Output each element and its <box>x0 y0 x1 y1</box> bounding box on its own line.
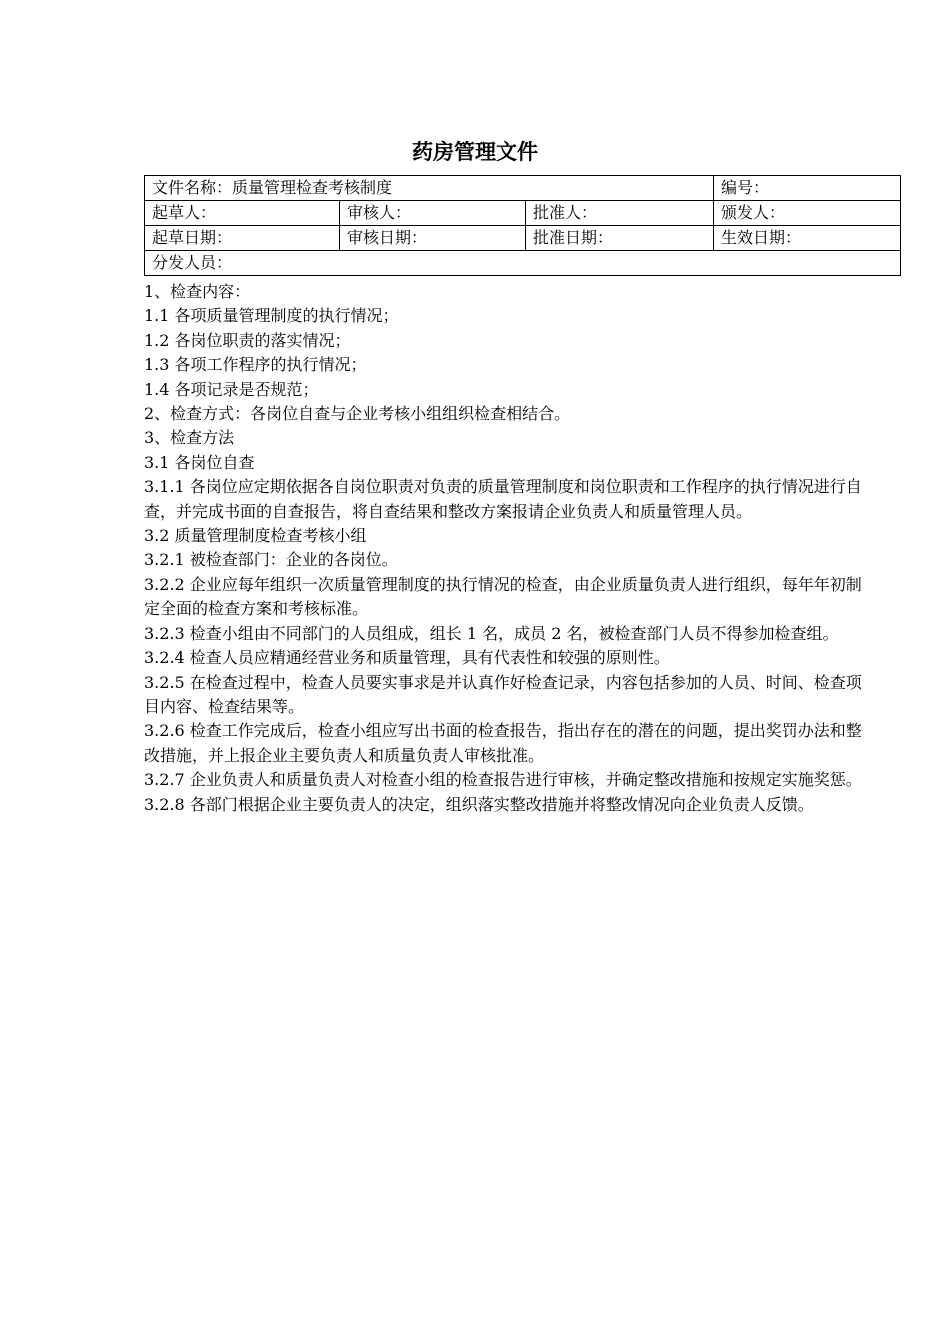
draft-date-cell <box>145 226 340 251</box>
paragraph-3-2-4: 3.2.4 检查人员应精通经营业务和质量管理，具有代表性和较强的原则性。 <box>144 648 670 668</box>
paragraph-3-1: 3.1 各岗位自查 <box>144 452 255 472</box>
document-title: 药房管理文件 <box>412 140 538 164</box>
issuer-cell <box>714 201 901 226</box>
review-date-label: 审核日期： <box>347 228 428 247</box>
drafter-cell <box>145 201 340 226</box>
paragraph-inspection-approach: 3、检查方法 <box>144 428 235 448</box>
paragraph-1-3: 1.3 各项工作程序的执行情况； <box>144 355 367 375</box>
effective-date-cell <box>714 226 901 251</box>
document-body <box>144 280 864 817</box>
issuer-label: 颁发人： <box>721 203 786 222</box>
paragraph-3-1-1: 3.1.1 各岗位应定期依据各自岗位职责对负责的质量管理制度和岗位职责和工作程序的执行情况进行自查，并完成书面的自查报告，将自查结果和整改方案报请企业负责人和质量管理人员。 <box>144 477 862 521</box>
file-name-label: 文件名称： <box>152 178 233 197</box>
paragraph-1-4: 1.4 各项记录是否规范； <box>144 379 319 399</box>
number-label: 编号： <box>721 178 770 197</box>
paragraph-3-2-2: 3.2.2 企业应每年组织一次质量管理制度的执行情况的检查，由企业质量负责人进行组织，每年年初制定全面的检查方案和考核标准。 <box>144 574 862 619</box>
file-name-cell <box>145 176 714 201</box>
paragraph-3-2-1: 3.2.1 被检查部门：企业的各岗位。 <box>144 550 398 570</box>
paragraph-3-2: 3.2 质量管理制度检查考核小组 <box>144 526 367 546</box>
file-name-value: 质量管理检查考核制度 <box>232 178 393 197</box>
reviewer-label: 审核人： <box>347 203 412 222</box>
draft-date-label: 起草日期： <box>152 228 233 247</box>
number-cell <box>714 176 901 201</box>
distribution-cell <box>145 251 901 276</box>
header-row-distribution <box>145 251 901 276</box>
reviewer-cell <box>340 201 526 226</box>
paragraph-1-2: 1.2 各岗位职责的落实情况； <box>144 330 351 350</box>
paragraph-3-2-5: 3.2.5 在检查过程中，检查人员要实事求是并认真作好检查记录，内容包括参加的人员、时间、检查项目内容、检查结果等。 <box>144 672 862 716</box>
distribution-label: 分发人员： <box>152 253 233 272</box>
approver-label: 批准人： <box>533 203 598 222</box>
paragraph-1-1: 1.1 各项质量管理制度的执行情况； <box>144 306 399 326</box>
approver-cell <box>526 201 714 226</box>
paragraph-3-2-8: 3.2.8 各部门根据企业主要负责人的决定，组织落实整改措施并将整改情况向企业负责人反馈。 <box>144 794 814 814</box>
document-header-table <box>144 175 901 276</box>
effective-date-label: 生效日期： <box>721 228 802 247</box>
paragraph-inspection-method: 2、检查方式：各岗位自查与企业考核小组组织检查相结合。 <box>144 404 571 424</box>
approve-date-cell <box>526 226 714 251</box>
header-row-file <box>145 176 901 201</box>
paragraph-3-2-3: 3.2.3 检查小组由不同部门的人员组成，组长 1 名，成员 2 名，被检查部门人员不得参加检查组。 <box>144 623 839 643</box>
drafter-label: 起草人： <box>152 203 217 222</box>
paragraph-3-2-7: 3.2.7 企业负责人和质量负责人对检查小组的检查报告进行审核，并确定整改措施和按规定实施奖惩。 <box>144 770 862 790</box>
approve-date-label: 批准日期： <box>533 228 614 247</box>
review-date-cell <box>340 226 526 251</box>
paragraph-3-2-6: 3.2.6 检查工作完成后，检查小组应写出书面的检查报告，指出存在的潜在的问题，提出奖罚办法和整改措施，并上报企业主要负责人和质量负责人审核批准。 <box>144 721 862 765</box>
header-row-dates <box>145 226 901 251</box>
header-row-people <box>145 201 901 226</box>
paragraph-inspection-content: 1、检查内容： <box>144 282 251 301</box>
